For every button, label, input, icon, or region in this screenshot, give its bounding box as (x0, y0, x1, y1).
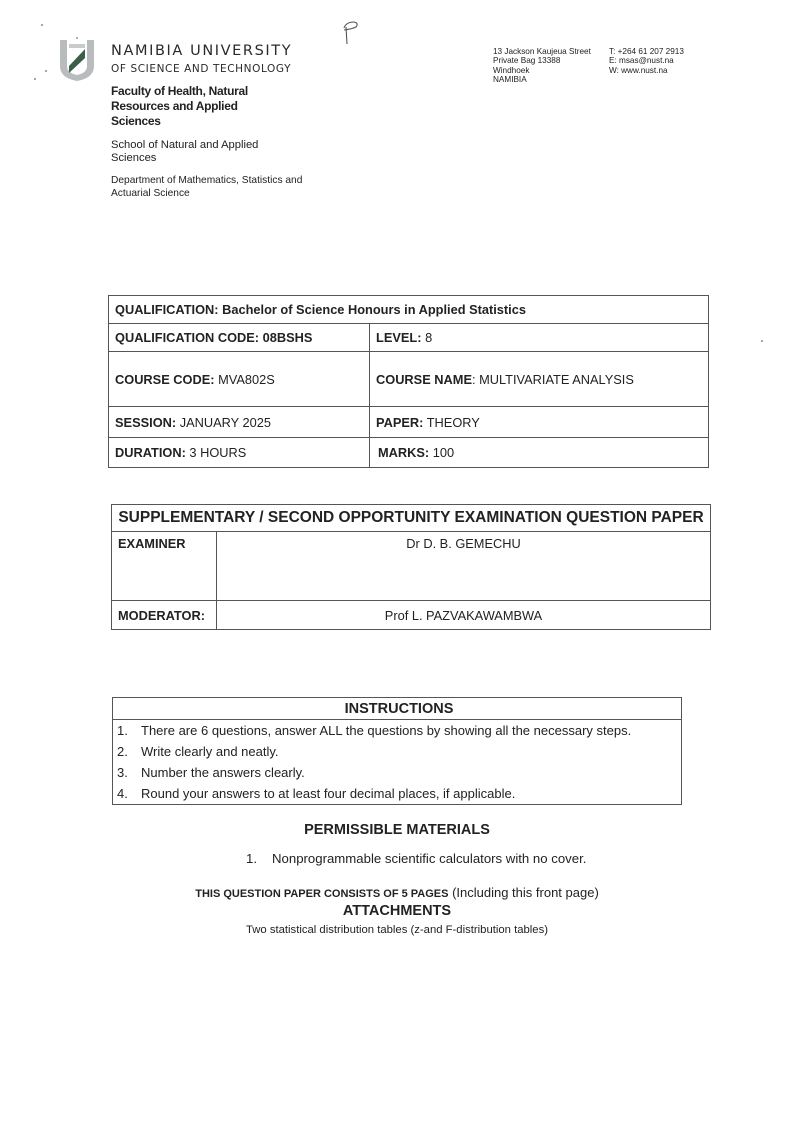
item-text: Nonprogrammable scientific calculators with no cover. (272, 851, 587, 866)
list-item (113, 741, 682, 762)
course-name-value: : MULTIVARIATE ANALYSIS (471, 371, 634, 387)
level-value: 8 (421, 330, 433, 345)
list-item (113, 762, 682, 783)
address-block (493, 47, 591, 84)
qualification-value: Bachelor of Science Honours in Applied Statistics (218, 302, 526, 317)
item-number: 4. (117, 786, 128, 801)
course-name-label: COURSE NAME (376, 371, 472, 387)
address-line: Private Bag 13388 (493, 56, 561, 66)
pages-note (0, 885, 794, 900)
level-cell (370, 324, 709, 352)
course-code-value: MVA802S (214, 371, 275, 387)
level-label: LEVEL: (376, 330, 422, 345)
shield-logo-icon (57, 36, 97, 82)
scan-speck (41, 24, 43, 26)
scan-speck (45, 70, 47, 72)
marks-label: MARKS: (378, 445, 430, 460)
table-row (112, 505, 711, 532)
instruction-item (113, 720, 682, 742)
marks-cell (370, 438, 709, 468)
table-row (112, 532, 711, 601)
course-info-table (108, 295, 709, 468)
course-name-cell (370, 352, 709, 407)
qualification-code-label: QUALIFICATION CODE: (115, 330, 260, 345)
paper-cell (370, 407, 709, 438)
paper-label: PAPER: (376, 414, 424, 430)
qualification-code-value: 08BSHS (259, 330, 313, 345)
scan-speck (761, 340, 763, 342)
permissible-materials-title: PERMISSIBLE MATERIALS (304, 822, 490, 838)
moderator-label: MODERATOR: (112, 601, 217, 630)
examiner-label: EXAMINER (112, 532, 217, 601)
item-text: There are 6 questions, answer ALL the questions by showing all the necessary steps. (141, 723, 632, 738)
university-logo (57, 36, 97, 82)
list-item (113, 783, 682, 805)
address-line: 13 Jackson Kaujeua Street (493, 47, 591, 56)
paper-value: THEORY (423, 414, 480, 430)
instructions-title: INSTRUCTIONS (113, 698, 682, 720)
table-row (113, 698, 682, 720)
duration-label: DURATION: (115, 445, 186, 460)
address-line: Windhoek (493, 65, 530, 75)
website: W: www.nust.na (609, 65, 668, 75)
handwritten-mark (338, 18, 362, 46)
instruction-item (113, 741, 682, 762)
qualification-label: QUALIFICATION: (115, 302, 219, 317)
address-line: NAMIBIA (493, 74, 527, 84)
item-number: 3. (117, 765, 128, 780)
item-text: Write clearly and neatly. (141, 744, 279, 759)
university-subtitle: OF SCIENCE AND TECHNOLOGY (111, 63, 292, 75)
session-label: SESSION: (115, 414, 177, 430)
duration-value: 3 HOURS (185, 445, 247, 460)
attachments-title: ATTACHMENTS (342, 903, 452, 919)
session-value: JANUARY 2025 (176, 414, 272, 430)
duration-cell (109, 438, 370, 468)
course-code-cell (109, 352, 370, 407)
instruction-item (113, 783, 682, 805)
table-row (109, 438, 709, 468)
marks-value: 100 (429, 445, 455, 460)
pages-note-regular: (Including this front page) (448, 885, 599, 900)
scan-speck (34, 78, 36, 80)
pages-note-bold: THIS QUESTION PAPER CONSISTS OF 5 PAGES (195, 888, 449, 900)
faculty-name: Faculty of Health, Natural Resources and Applied Sciences (111, 84, 248, 128)
item-text: Round your answers to at least four decimal places, if applicable. (141, 786, 516, 801)
list-item (113, 720, 682, 742)
attachments-text: Two statistical distribution tables (z-and F-distribution tables) (245, 924, 548, 936)
permissible-item (246, 851, 586, 866)
school-name: School of Natural and Applied Sciences (111, 139, 259, 164)
item-text: Number the answers clearly. (141, 765, 305, 780)
table-row (109, 296, 709, 324)
item-number: 2. (117, 744, 128, 759)
qualification-code-cell (109, 324, 370, 352)
table-row (112, 601, 711, 630)
course-code-label: COURSE CODE: (115, 371, 215, 387)
phone: T: +264 61 207 2913 (609, 47, 684, 56)
instruction-item (113, 762, 682, 783)
item-number: 1. (117, 723, 128, 738)
instructions-table (112, 697, 682, 805)
qualification-cell (109, 296, 709, 324)
moderator-value: Prof L. PAZVAKAWAMBWA (217, 601, 711, 630)
table-row (109, 352, 709, 407)
exam-panel-title: SUPPLEMENTARY / SECOND OPPORTUNITY EXAMINATION QUESTION PAPER (112, 505, 711, 532)
session-cell (109, 407, 370, 438)
university-name: NAMIBIA UNIVERSITY (111, 43, 293, 59)
item-number: 1. (246, 851, 257, 866)
table-row (109, 407, 709, 438)
exam-panel-table (111, 504, 711, 630)
email: E: msas@nust.na (609, 56, 674, 66)
department-name: Department of Mathematics, Statistics and Actuarial Science (111, 175, 303, 199)
examiner-value: Dr D. B. GEMECHU (217, 532, 711, 601)
table-row (109, 324, 709, 352)
contact-block (609, 47, 684, 75)
